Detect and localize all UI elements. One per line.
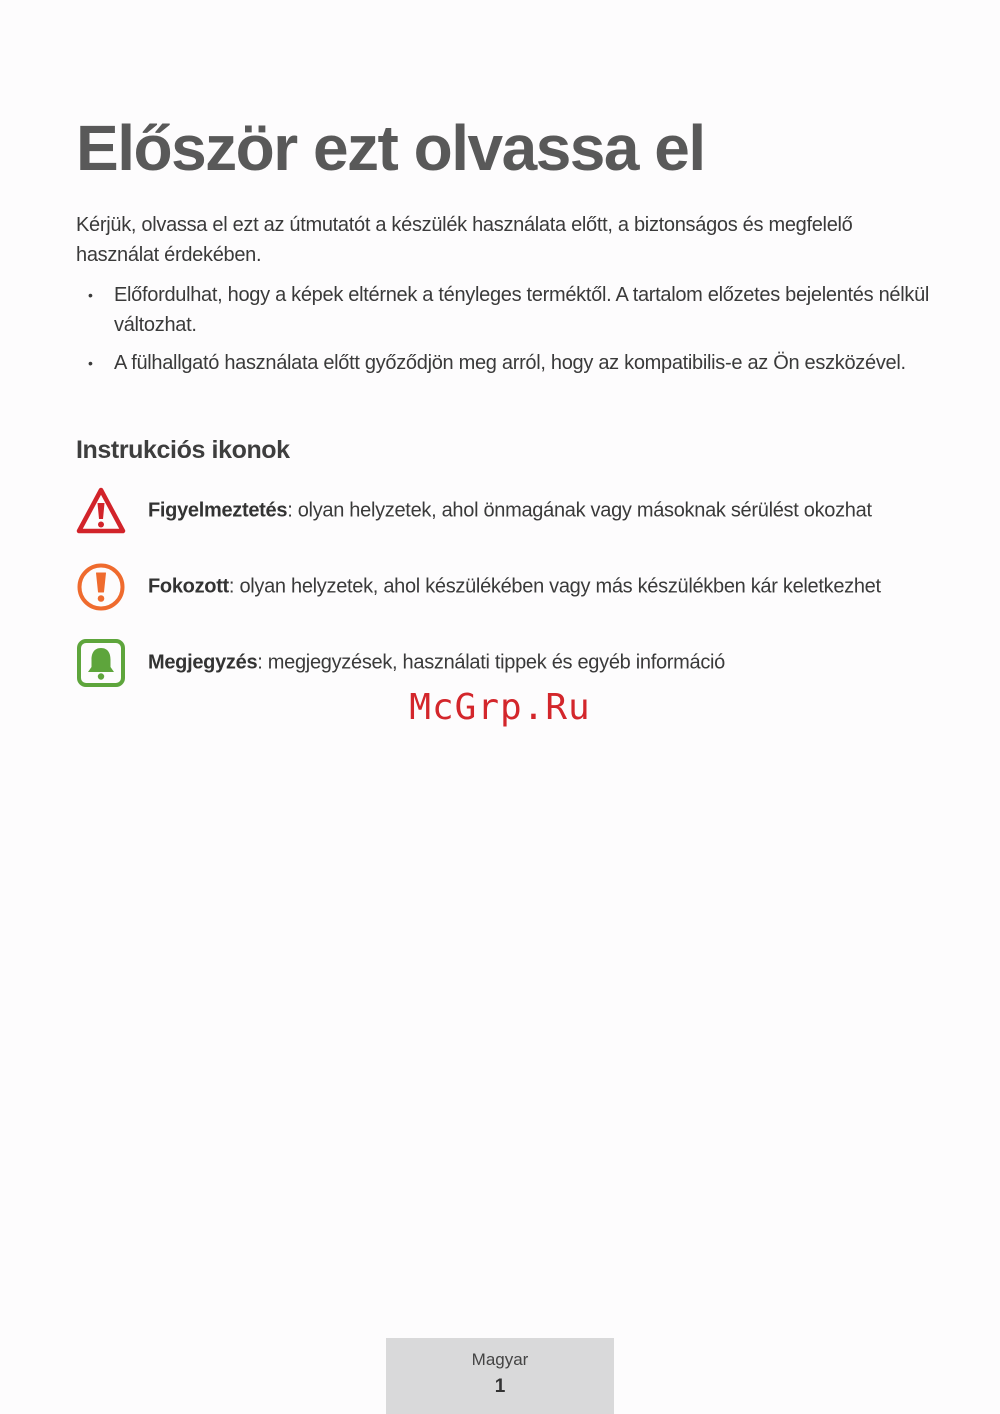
list-item [76, 348, 946, 378]
caution-circle-icon [76, 562, 126, 612]
caution-text: olyan helyzetek, ahol készülékében vagy más készülékben kár keletkezhet [234, 575, 881, 598]
warning-triangle-icon [76, 486, 126, 536]
footer-tab [386, 1338, 614, 1414]
caution-label: Fokozott [148, 575, 229, 598]
section-heading: Instrukciós ikonok [76, 436, 290, 464]
icon-row-caution [76, 562, 956, 612]
page-number: 1 [494, 1376, 506, 1397]
intro-paragraph: Kérjük, olvassa el ezt az útmutatót a készülék használata előtt, a biztonságos és megfelelő használat érdekében. [76, 214, 853, 266]
footer-language: Magyar [471, 1350, 529, 1369]
page-title: Először ezt olvassa el [76, 112, 705, 184]
list-item [76, 280, 946, 340]
caution-separator: : [228, 575, 235, 598]
note-bell-icon [76, 638, 126, 688]
icon-row-warning [76, 486, 956, 536]
note-separator: : [257, 651, 263, 674]
watermark: McGrp.Ru [409, 687, 591, 728]
warning-separator: : [287, 499, 293, 522]
caution-description [148, 576, 881, 599]
bullet-marker: • [88, 287, 93, 303]
note-description [148, 652, 725, 675]
note-text: megjegyzések, használati tippek és egyéb információ [262, 651, 725, 674]
bullet-marker: • [88, 355, 93, 371]
note-label: Megjegyzés [148, 651, 258, 674]
icon-row-note [76, 638, 956, 688]
list-item-text: Előfordulhat, hogy a képek eltérnek a tényleges terméktől. A tartalom előzetes bejelentés nélkül változhat. [114, 284, 930, 336]
list-item-text: A fülhallgató használata előtt győződjön meg arról, hogy az kompatibilis-e az Ön eszközével. [114, 352, 906, 374]
notice-list [76, 280, 946, 386]
warning-description [148, 500, 872, 523]
warning-label: Figyelmeztetés [148, 499, 288, 522]
warning-text: olyan helyzetek, ahol önmagának vagy másoknak sérülést okozhat [292, 499, 872, 522]
